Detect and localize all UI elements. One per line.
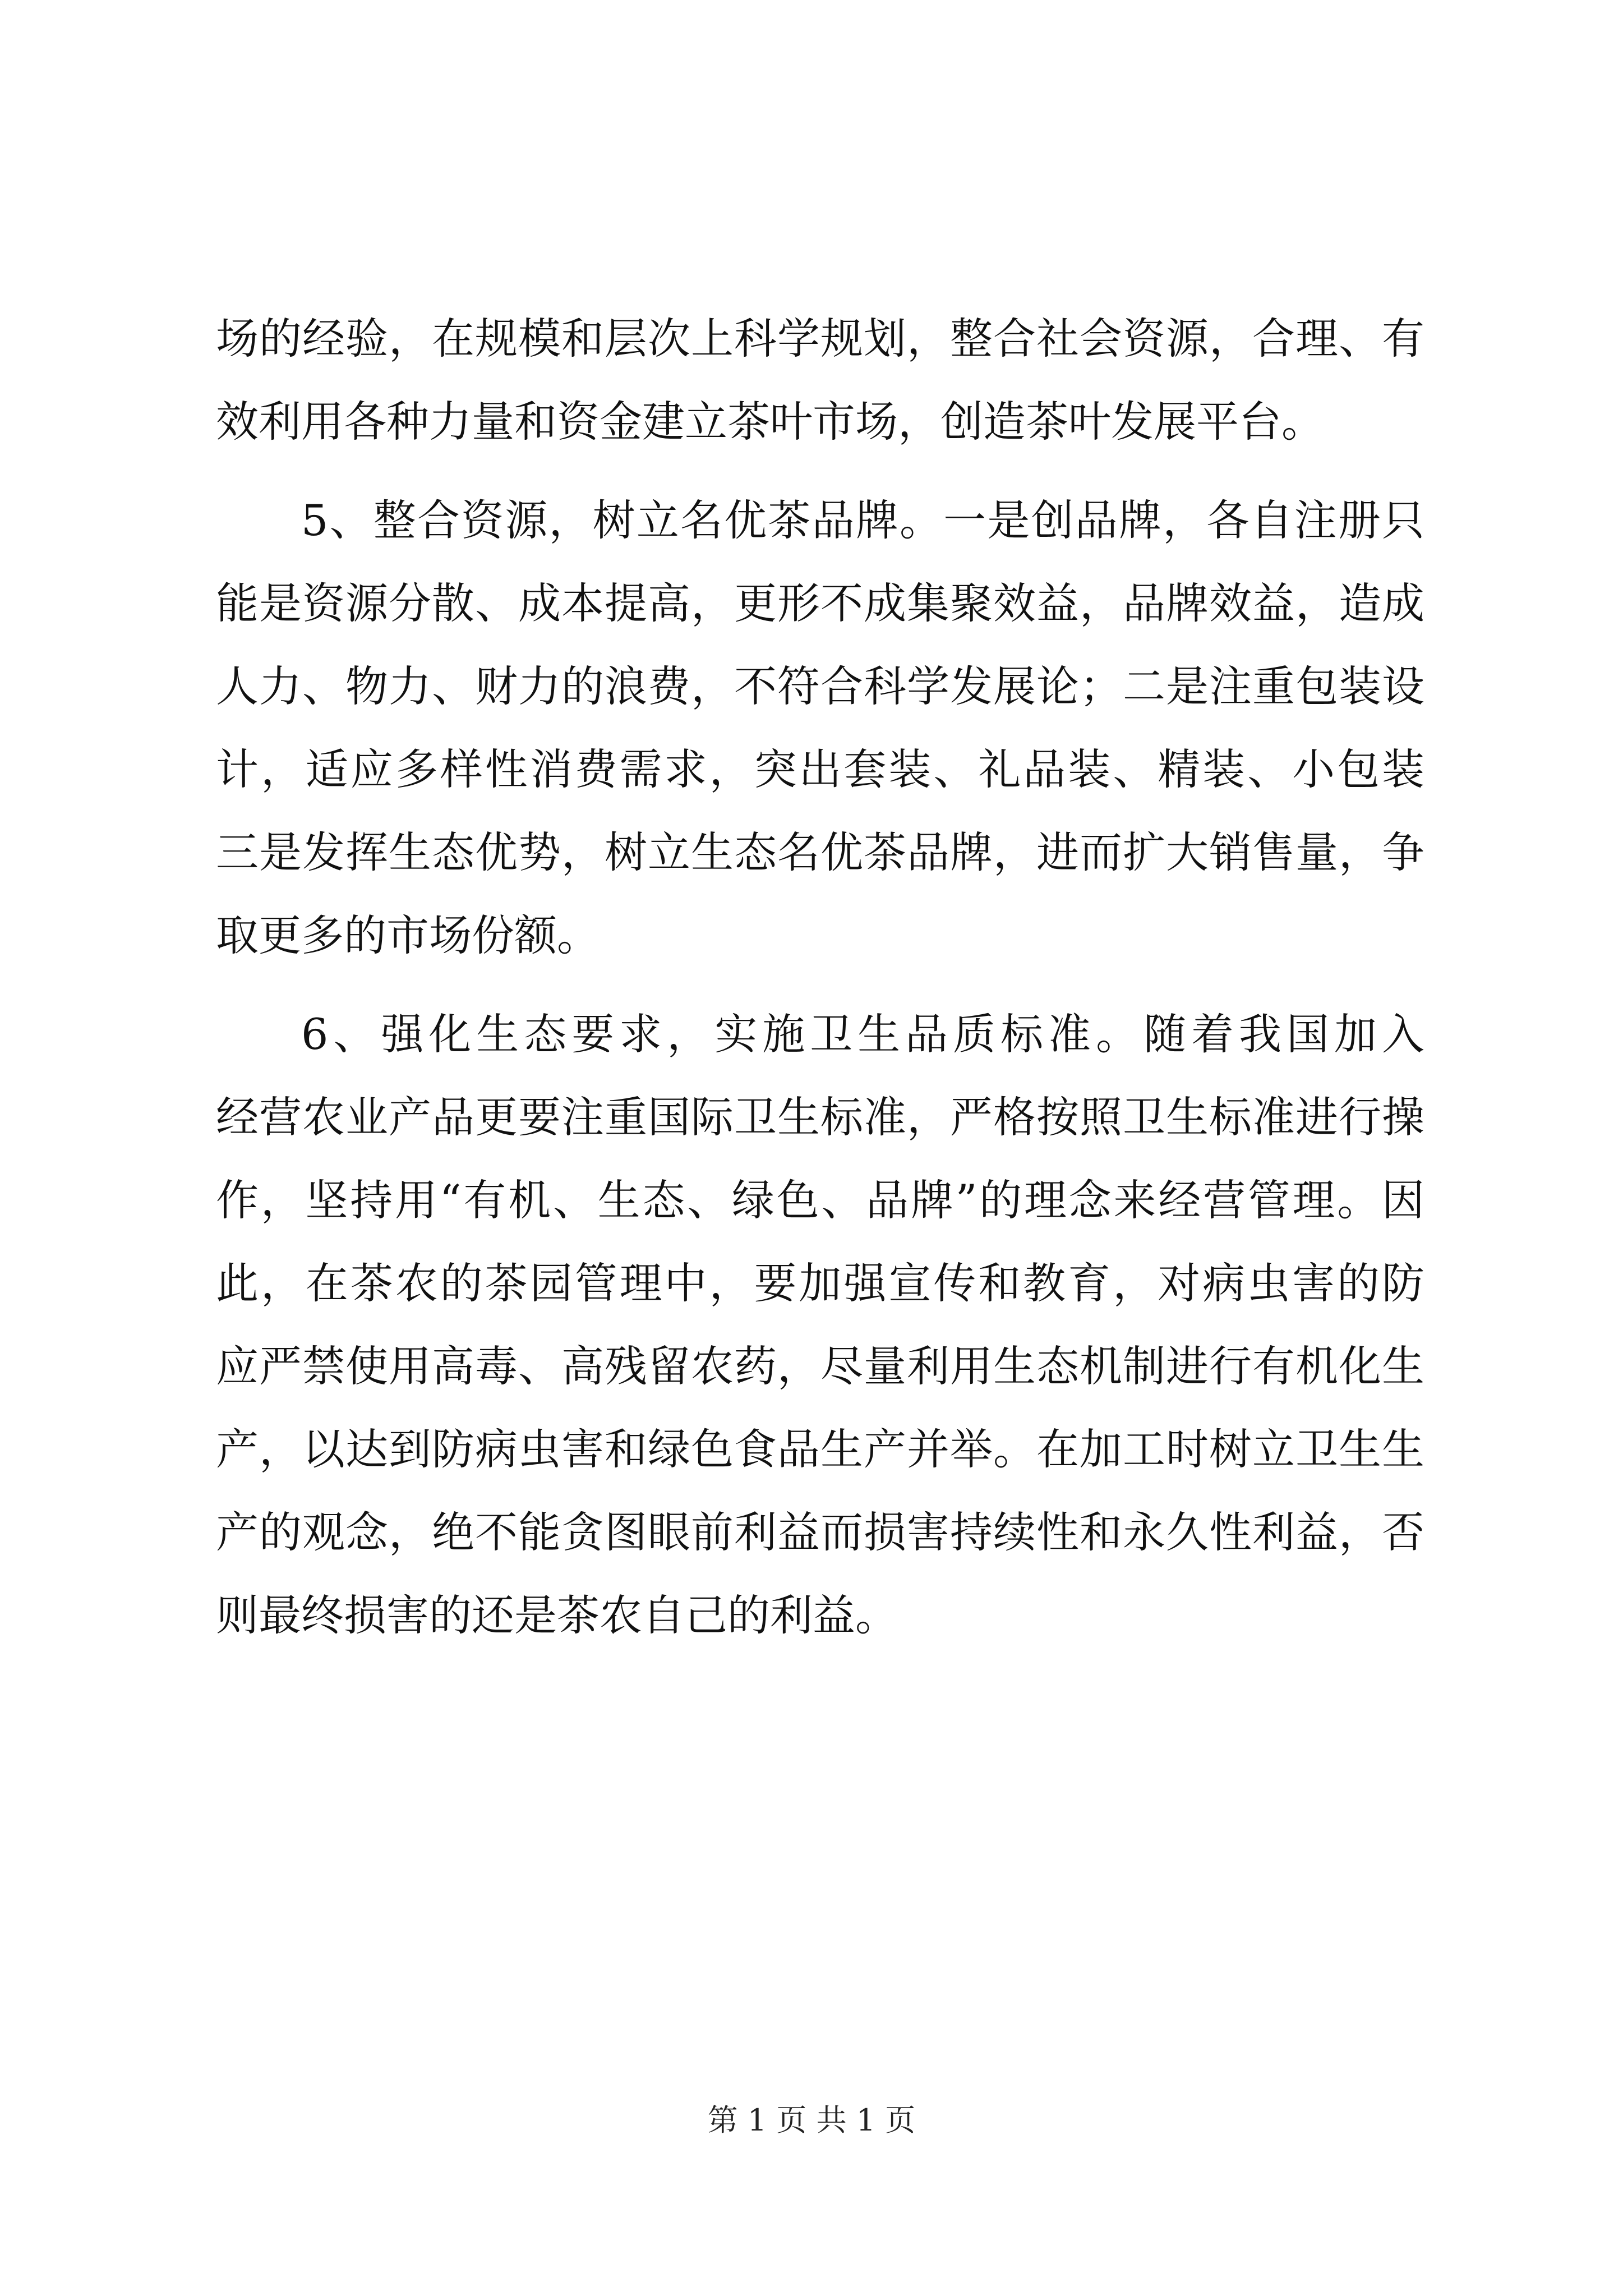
text-line: 5、整合资源，树立名优茶品牌。一是创品牌，各自注册只 [301,495,1424,545]
paragraph-5 [216,479,1424,977]
text-line: 则最终损害的还是茶农自己的利益。 [216,1590,898,1640]
text-line: 场的经验，在规模和层次上科学规划，整合社会资源，合理、有 [216,314,1424,364]
page-footer [0,2098,1623,2143]
text-line: 三是发挥生态优势，树立生态名优茶品牌，进而扩大销售量，争 [216,827,1424,877]
text-line: 产的观念，绝不能贪图眼前利益而损害持续性和永久性利益，否 [216,1507,1424,1557]
text-line: 此，在茶农的茶园管理中，要加强宣传和教育，对病虫害的防 [216,1258,1424,1308]
text-line: 人力、物力、财力的浪费，不符合科学发展论；二是注重包装设 [216,661,1424,711]
text-line: 应严禁使用高毒、高残留农药，尽量利用生态机制进行有机化生 [216,1341,1424,1391]
page-number-label: 第 1 页 共 1 页 [707,2102,916,2138]
text-line: 能是资源分散、成本提高，更形不成集聚效益，品牌效益，造成 [216,578,1424,628]
paragraph-6 [216,993,1424,1657]
text-line: 6、强化生态要求，实施卫生品质标准。随着我国加入 [301,1009,1424,1059]
text-line: 经营农业产品更要注重国际卫生标准，严格按照卫生标准进行操 [216,1092,1424,1142]
text-line: 作，坚持用“有机、生态、绿色、品牌”的理念来经营管理。因 [216,1175,1424,1225]
paragraph-continuation [216,297,1424,463]
text-line: 计，适应多样性消费需求，突出套装、礼品装、精装、小包装 [216,744,1424,794]
text-line: 取更多的市场份额。 [216,910,600,960]
document-body [216,297,1424,1657]
text-line: 产，以达到防病虫害和绿色食品生产并举。在加工时树立卫生生 [216,1424,1424,1474]
text-line: 效利用各种力量和资金建立茶叶市场，创造茶叶发展平台。 [216,397,1324,447]
